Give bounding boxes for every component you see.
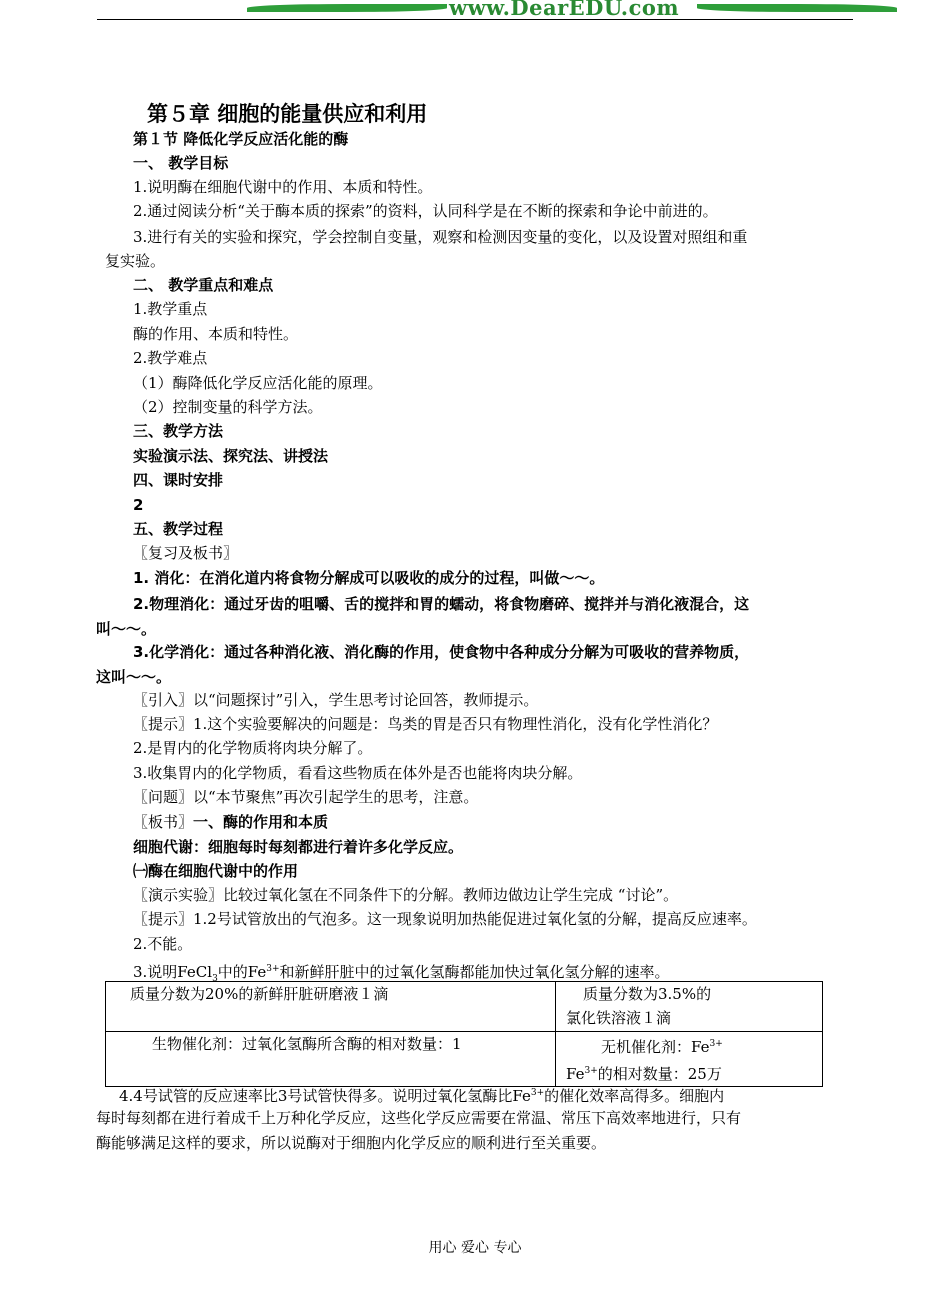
table-row [106,982,823,1032]
chapter-title: 第５章 细胞的能量供应和利用 [147,102,428,126]
heading-goals: 一、 教学目标 [133,154,229,172]
header-leaf-left [247,4,447,12]
table-cell: 无机催化剂：$Fe^{3+}$ $Fe^{3+}$的相对数量：25万 [556,1032,823,1087]
para-4-cont-1: 每时每刻都在进行着成千上万种化学反应，这些化学反应需要在常温、常压下高效率地进行，只有 [96,1109,742,1127]
site-logo: www.DearEDU.com [449,0,680,20]
table-cell: 生物催化剂：过氧化氢酶所含酶的相对数量：1 [106,1032,556,1087]
heading-methods: 三、教学方法 [133,422,224,440]
heading-key-points: 二、 教学重点和难点 [133,276,274,294]
heading-hours: 四、课时安排 [133,471,224,489]
header-leaf-right [697,4,897,12]
intro-line: 〖引入〗以“问题探讨”引入，学生思考讨论回答，教师提示。 [133,691,539,709]
demo-line: 〖演示实验〗比较过氧化氢在不同条件下的分解。教师边做边让学生完成 “讨论”。 [133,886,679,904]
question-line: 〖问题〗以“本节聚焦”再次引起学生的思考，注意。 [133,788,479,806]
difficulty-title: 2.教学难点 [133,349,208,367]
hint-b3: 3.说明FeCl$_3$中的$Fe^{3+}$和新鲜肝脏中的过氧化氢酶都能加快过氧化氢分解的速率。 [133,963,670,984]
hint-3: 3.收集胃内的化学物质，看看这些物质在体外是否也能将肉块分解。 [133,764,583,782]
hint-2: 2.是胃内的化学物质将肉块分解了。 [133,739,373,757]
difficulty-2: （2）控制变量的科学方法。 [133,398,323,416]
goal-2: 2.通过阅读分析“关于酶本质的探索”的资料，认同科学是在不断的探索和争论中前进的。 [133,202,718,220]
metabolism-line: 细胞代谢：细胞每时每刻都进行着许多化学反应。 [133,838,464,856]
goal-3-cont: 复实验。 [105,252,166,270]
review-3: 3.化学消化：通过各种消化液、消化酶的作用，使食物中各种成分分解为可吸收的营养物质， [133,643,750,661]
review-3-cont: 这叫～～。 [96,668,172,686]
section-title: 第１节 降低化学反应活化能的酶 [133,130,349,148]
hint-b1: 〖提示〗1.2号试管放出的气泡多。这一现象说明加热能促进过氧化氢的分解，提高反应速率。 [133,910,757,928]
table-cell: 质量分数为20%的新鲜肝脏研磨液１滴 [106,982,556,1032]
page-footer: 用心 爱心 专心 [428,1240,522,1256]
review-2: 2.物理消化：通过牙齿的咀嚼、舌的搅拌和胃的蠕动，将食物磨碎、搅拌并与消化液混合，这 [133,595,750,613]
site-header [97,0,853,22]
key-text: 酶的作用、本质和特性。 [133,325,299,343]
difficulty-1: （1）酶降低化学反应活化能的原理。 [133,374,383,392]
subheading-enzyme-role: ㈠酶在细胞代谢中的作用 [133,862,299,880]
review-1: 1. 消化：在消化道内将食物分解成可以吸收的成分的过程，叫做～～。 [133,569,605,587]
board-title: 一、酶的作用和本质 [193,813,329,831]
board-prefix: 〖板书〗 [133,813,194,831]
header-rule [97,19,853,20]
table-row [106,1032,823,1087]
key-title: 1.教学重点 [133,300,208,318]
heading-process: 五、教学过程 [133,520,224,538]
hours-value: 2 [133,496,144,514]
comparison-table [105,981,823,1087]
board-line [133,812,328,832]
hint-1: 〖提示〗1.这个实验要解决的问题是：鸟类的胃是否只有物理性消化，没有化学性消化？ [133,715,718,733]
goal-3: 3.进行有关的实验和探究，学会控制自变量，观察和检测因变量的变化，以及设置对照组和重 [133,228,748,246]
review-2-cont: 叫～～。 [96,620,157,638]
methods-text: 实验演示法、探究法、讲授法 [133,447,329,465]
hint-b2: 2.不能。 [133,935,193,953]
para-4-cont-2: 酶能够满足这样的要求，所以说酶对于细胞内化学反应的顺利进行至关重要。 [96,1134,607,1152]
para-4: 4.4号试管的反应速率比3号试管快得多。说明过氧化氢酶比$Fe^{3+}$的催化效率高得多。细胞内 [119,1087,725,1105]
table-cell: 质量分数为3.5%的 氯化铁溶液１滴 [556,982,823,1032]
goal-1: 1.说明酶在细胞代谢中的作用、本质和特性。 [133,178,433,196]
review-label: 〖复习及板书〗 [133,544,239,562]
